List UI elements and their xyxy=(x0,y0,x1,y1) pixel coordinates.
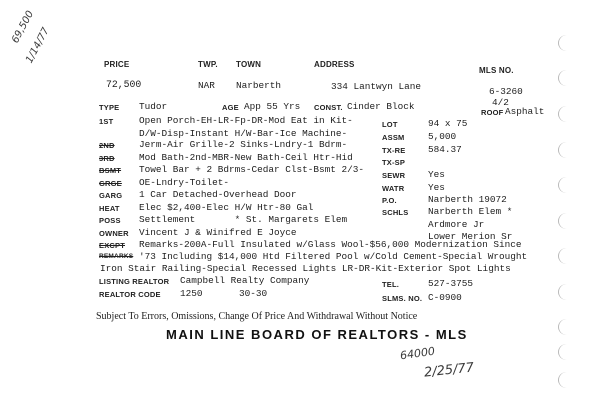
town-label: TOWN xyxy=(236,60,262,69)
disclaimer-text: Subject To Errors, Omissions, Change Of Price And Withdrawal Without Notice xyxy=(96,311,418,322)
sewr-label: SEWR xyxy=(382,171,406,180)
binder-hole xyxy=(558,106,575,122)
binder-hole xyxy=(558,213,575,229)
binder-hole xyxy=(558,142,575,158)
binder-hole xyxy=(558,248,575,264)
po-value: Narberth 19072 xyxy=(428,194,507,205)
room-value-2nd: Jerm-Air Grille-2 Sinks-Lndry-1 Bdrm- xyxy=(139,139,348,150)
handwritten-sold-price: 64000 xyxy=(399,344,436,363)
lot-label: LOT xyxy=(382,120,398,129)
slms-no-value: C-0900 xyxy=(428,292,462,303)
price-label: PRICE xyxy=(104,60,130,69)
twp-value: NAR xyxy=(198,80,215,91)
roof-value: Asphalt xyxy=(505,106,545,117)
schls-label: SCHLS xyxy=(382,208,409,217)
tx-sp-label: TX-SP xyxy=(382,158,406,167)
lot-value: 94 x 75 xyxy=(428,118,468,129)
school-jr: Ardmore Jr xyxy=(428,219,485,230)
room-value-1st-cont: D/W-Disp-Instant H/W-Bar-Ice Machine- xyxy=(139,128,348,139)
room-value-1st: Open Porch-EH-LR-Fp-DR-Mod Eat in Kit- xyxy=(139,115,353,126)
realtor-code-value-2: 30-30 xyxy=(239,288,268,299)
const-label: CONST. xyxy=(314,103,343,112)
room-label-poss: POSS xyxy=(99,216,121,225)
tel-value: 527-3755 xyxy=(428,278,474,289)
po-label: P.O. xyxy=(382,196,397,205)
room-label-2nd: 2ND xyxy=(99,141,115,150)
twp-label: TWP. xyxy=(198,60,218,69)
type-value: Tudor xyxy=(139,101,168,112)
age-value: App 55 Yrs xyxy=(244,101,301,112)
room-value-grge: OE-Lndry-Toilet- xyxy=(139,177,230,188)
mls-no-value: 6-3260 xyxy=(489,86,523,97)
assm-value: 5,000 xyxy=(428,131,457,142)
realtor-code-label: REALTOR CODE xyxy=(99,290,161,299)
binder-hole xyxy=(558,319,575,335)
remarks-line-1: Remarks-200A-Full Insulated w/Glass Wool-$56,000 Modernization Since xyxy=(139,239,522,250)
age-label: AGE xyxy=(222,103,239,112)
address-value: 334 Lantwyn Lane xyxy=(331,81,422,92)
watr-value: Yes xyxy=(428,182,445,193)
tx-re-value: 584.37 xyxy=(428,144,462,155)
binder-hole xyxy=(558,177,575,193)
room-value-poss: Settlement * St. Margarets Elem xyxy=(139,214,348,225)
mls-no-subvalue: 4/2 xyxy=(492,97,509,108)
room-label-heat: HEAT xyxy=(99,204,120,213)
slms-no-label: SLMS. NO. xyxy=(382,294,423,303)
binder-hole xyxy=(558,344,575,360)
room-value-heat: Elec $2,400-Elec H/W Htr-80 Gal xyxy=(139,202,314,213)
room-value-bsmt: Towel Bar + 2 Bdrms-Cedar Clst-Bsmt 2/3- xyxy=(139,164,365,175)
address-label: ADDRESS xyxy=(314,60,355,69)
type-label: TYPE xyxy=(99,103,120,112)
handwritten-date-note: 1/14/77 xyxy=(24,25,52,66)
mls-no-label: MLS NO. xyxy=(479,66,514,75)
realtor-code-value: 1250 xyxy=(180,288,203,299)
room-value-owner: Vincent J & Winifred E Joyce xyxy=(139,227,297,238)
tx-re-label: TX-RE xyxy=(382,146,406,155)
room-label-excpt: EXCPT xyxy=(99,241,126,250)
town-value: Narberth xyxy=(236,80,282,91)
room-label-remarks: REMARKS xyxy=(99,253,134,260)
price-value: 72,500 xyxy=(106,79,142,90)
room-label-1st: 1ST xyxy=(99,117,114,126)
room-label-garg: GARG xyxy=(99,191,123,200)
room-label-grge: GRGE xyxy=(99,179,122,188)
roof-label: ROOF xyxy=(481,108,504,117)
binder-hole xyxy=(558,35,575,51)
sewr-value: Yes xyxy=(428,169,445,180)
room-label-3rd: 3RD xyxy=(99,154,115,163)
binder-hole xyxy=(558,70,575,86)
remarks-line-2: '73 Including $14,000 Htd Filtered Pool w/Cold Cement-Special Wrought xyxy=(139,251,528,262)
handwritten-price-note: 69,500 xyxy=(10,9,37,46)
room-label-bsmt: BSMT xyxy=(99,166,122,175)
room-value-3rd: Mod Bath-2nd-MBR-New Bath-Ceil Htr-Hid xyxy=(139,152,353,163)
room-value-garg: 1 Car Detached-Overhead Door xyxy=(139,189,297,200)
board-title: MAIN LINE BOARD OF REALTORS - MLS xyxy=(166,327,468,342)
assm-label: ASSM xyxy=(382,133,405,142)
remarks-line-3: Iron Stair Railing-Special Recessed Lights LR-DR-Kit-Exterior Spot Lights xyxy=(100,263,511,274)
listing-realtor-value: Campbell Realty Company xyxy=(180,275,310,286)
schls-value: Narberth Elem * xyxy=(428,206,513,217)
watr-label: WATR xyxy=(382,184,405,193)
const-value: Cinder Block xyxy=(347,101,415,112)
handwritten-sold-date: 2/25/77 xyxy=(423,360,475,381)
binder-hole xyxy=(558,284,575,300)
room-label-owner: OWNER xyxy=(99,229,129,238)
listing-realtor-label: LISTING REALTOR xyxy=(99,277,170,286)
tel-label: TEL. xyxy=(382,280,400,289)
school-sr: Lower Merion Sr xyxy=(428,231,513,242)
binder-hole xyxy=(558,372,575,388)
